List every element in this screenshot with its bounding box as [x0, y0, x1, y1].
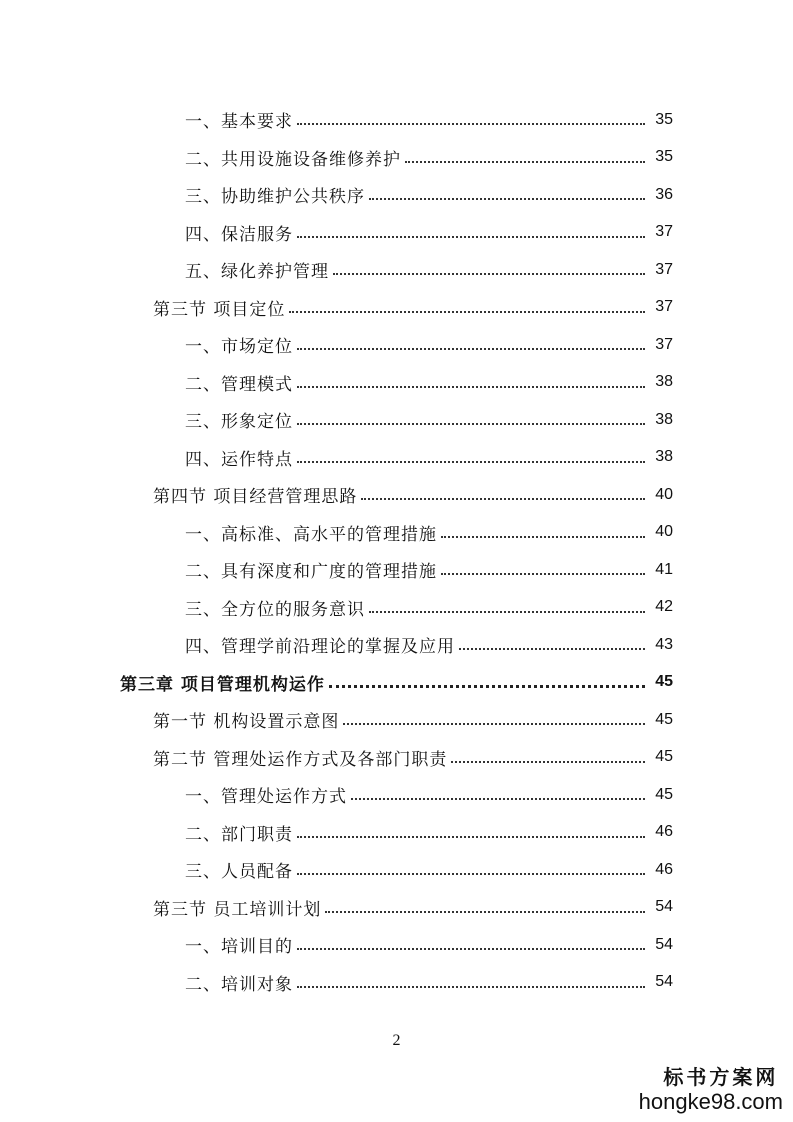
toc-subsection-entry[interactable]: [0, 439, 793, 477]
toc-entry-title: 一、培训目的: [185, 932, 295, 957]
toc-dot-leader: [297, 985, 645, 988]
toc-entry-title: 一、管理处运作方式: [185, 782, 349, 807]
toc-entry-title: 三、全方位的服务意识: [185, 595, 367, 620]
toc-dot-leader: [297, 235, 645, 238]
toc-entry-title: 二、培训对象: [185, 970, 295, 995]
toc-dot-leader: [351, 797, 645, 800]
toc-entry-title: 一、高标准、高水平的管理措施: [185, 520, 439, 545]
toc-section-entry[interactable]: [0, 289, 793, 327]
toc-subsection-entry[interactable]: [0, 176, 793, 214]
toc-subsection-entry[interactable]: [0, 139, 793, 177]
toc-entry-page: 43: [655, 635, 673, 653]
toc-entry-title: 第二节 管理处运作方式及各部门职责: [153, 745, 449, 770]
page-number: 2: [392, 1032, 401, 1049]
toc-dot-leader: [297, 385, 645, 388]
toc-subsection-entry[interactable]: [0, 364, 793, 402]
toc-dot-leader: [289, 310, 645, 313]
toc-entry-title: 五、绿化养护管理: [185, 257, 331, 282]
toc-subsection-entry[interactable]: [0, 851, 793, 889]
toc-subsection-entry[interactable]: [0, 626, 793, 664]
toc-entry-page: 54: [655, 935, 673, 953]
toc-entry-page: 42: [655, 598, 673, 616]
toc-subsection-entry[interactable]: [0, 814, 793, 852]
toc-entry-title: 第一节 机构设置示意图: [153, 707, 341, 732]
toc-dot-leader: [325, 910, 645, 913]
toc-subsection-entry[interactable]: [0, 251, 793, 289]
toc-entry-page: 54: [655, 898, 673, 916]
toc-entry-page: 35: [655, 148, 673, 166]
toc-entry-page: 35: [655, 110, 673, 128]
toc-entry-page: 45: [655, 673, 673, 691]
toc-subsection-entry[interactable]: [0, 964, 793, 1002]
toc-entry-title: 一、市场定位: [185, 332, 295, 357]
toc-subsection-entry[interactable]: [0, 401, 793, 439]
toc-subsection-entry[interactable]: [0, 551, 793, 589]
toc-dot-leader: [297, 422, 645, 425]
toc-section-entry[interactable]: [0, 476, 793, 514]
toc-entry-page: 46: [655, 860, 673, 878]
toc-entry-page: 40: [655, 523, 673, 541]
toc-entry-page: 37: [655, 260, 673, 278]
toc-dot-leader: [343, 722, 645, 725]
toc-entry-page: 40: [655, 485, 673, 503]
toc-dot-leader: [297, 947, 645, 950]
toc-entry-page: 45: [655, 748, 673, 766]
toc-entry-page: 54: [655, 973, 673, 991]
toc-entry-page: 38: [655, 373, 673, 391]
toc-entry-title: 三、协助维护公共秩序: [185, 182, 367, 207]
toc-entry-page: 41: [655, 560, 673, 578]
toc-entry-page: 45: [655, 785, 673, 803]
toc-section-entry[interactable]: [0, 701, 793, 739]
toc-dot-leader: [459, 647, 645, 650]
toc-dot-leader: [451, 760, 645, 763]
watermark-url: hongke98.com: [638, 1089, 783, 1114]
toc-dot-leader: [297, 122, 645, 125]
toc-dot-leader: [369, 610, 645, 613]
toc-entry-title: 四、保洁服务: [185, 220, 295, 245]
toc-dot-leader: [297, 347, 645, 350]
toc-dot-leader: [369, 197, 645, 200]
toc-subsection-entry[interactable]: [0, 514, 793, 552]
toc-dot-leader: [329, 684, 645, 688]
toc-dot-leader: [297, 460, 645, 463]
toc-subsection-entry[interactable]: [0, 776, 793, 814]
watermark-site-name: 标书方案网: [663, 1065, 779, 1089]
toc-subsection-entry[interactable]: [0, 326, 793, 364]
toc-entry-page: 36: [655, 185, 673, 203]
toc-dot-leader: [297, 872, 645, 875]
toc-entry-title: 三、人员配备: [185, 857, 295, 882]
toc-entry-page: 46: [655, 823, 673, 841]
toc-entry-title: 二、部门职责: [185, 820, 295, 845]
toc-entry-page: 37: [655, 223, 673, 241]
toc-section-entry[interactable]: [0, 889, 793, 927]
toc-entry-title: 二、管理模式: [185, 370, 295, 395]
toc-subsection-entry[interactable]: [0, 101, 793, 139]
toc-entry-title: 四、运作特点: [185, 445, 295, 470]
toc-chapter-entry[interactable]: [0, 664, 793, 702]
toc-entry-title: 三、形象定位: [185, 407, 295, 432]
toc-subsection-entry[interactable]: [0, 214, 793, 252]
toc-entry-page: 38: [655, 448, 673, 466]
toc-entry-title: 第三章 项目管理机构运作: [120, 670, 327, 695]
toc-entry-page: 45: [655, 710, 673, 728]
toc-dot-leader: [333, 272, 645, 275]
toc-entry-title: 二、共用设施设备维修养护: [185, 145, 403, 170]
toc-entry-page: 38: [655, 410, 673, 428]
toc-entry-title: 第三节 员工培训计划: [153, 895, 323, 920]
toc-entry-title: 二、具有深度和广度的管理措施: [185, 557, 439, 582]
toc-entry-title: 一、基本要求: [185, 107, 295, 132]
toc-dot-leader: [441, 535, 645, 538]
toc-subsection-entry[interactable]: [0, 589, 793, 627]
toc-section-entry[interactable]: [0, 739, 793, 777]
toc-entry-page: 37: [655, 335, 673, 353]
toc-dot-leader: [297, 835, 645, 838]
toc-entry-title: 四、管理学前沿理论的掌握及应用: [185, 632, 457, 657]
toc-dot-leader: [361, 497, 645, 500]
toc-subsection-entry[interactable]: [0, 926, 793, 964]
toc-entry-page: 37: [655, 298, 673, 316]
toc-entry-title: 第三节 项目定位: [153, 295, 287, 320]
toc-entry-title: 第四节 项目经营管理思路: [153, 482, 359, 507]
site-watermark: [639, 1061, 783, 1114]
toc-dot-leader: [405, 160, 645, 163]
table-of-contents: [0, 101, 793, 1001]
toc-dot-leader: [441, 572, 645, 575]
